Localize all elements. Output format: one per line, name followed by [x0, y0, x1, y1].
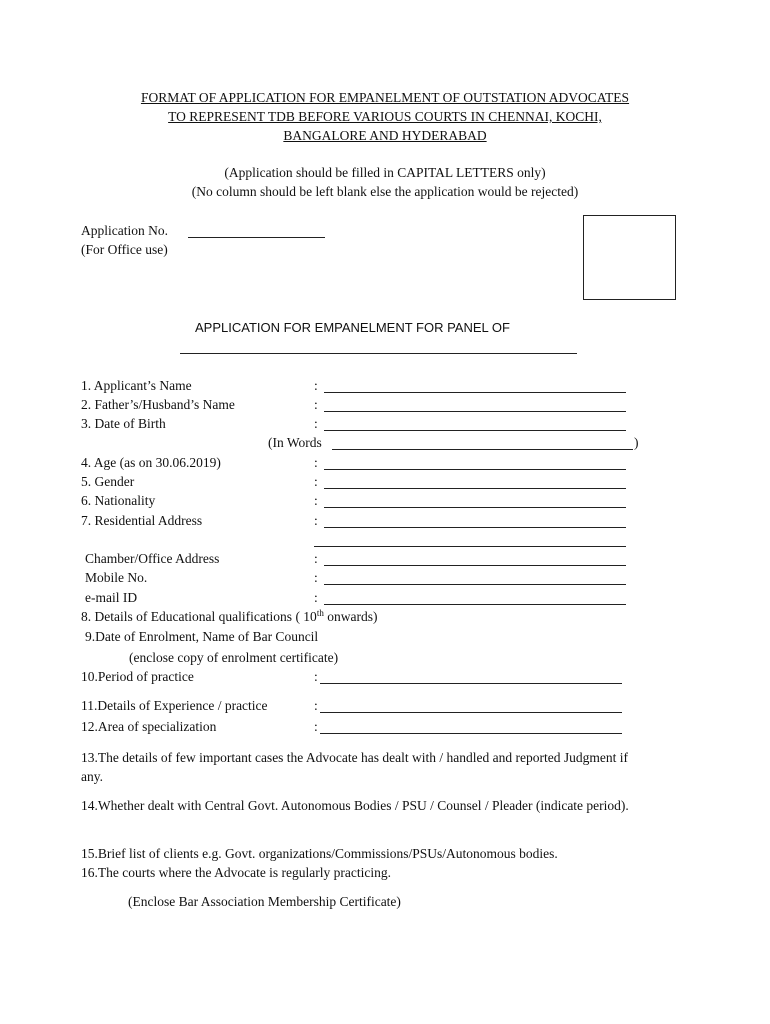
- bar-membership-note: (Enclose Bar Association Membership Certificate): [128, 894, 401, 909]
- colon: :: [314, 513, 318, 528]
- application-no-label: Application No.: [81, 223, 168, 238]
- nationality-field[interactable]: [324, 507, 626, 508]
- area-of-specialization-field[interactable]: [320, 733, 622, 734]
- colon: :: [314, 455, 318, 470]
- mobile-no-label: Mobile No.: [85, 570, 148, 585]
- date-of-birth-field[interactable]: [324, 430, 626, 431]
- applicant-name-label: 1. Applicant’s Name: [81, 378, 192, 393]
- age-field[interactable]: [324, 469, 626, 470]
- date-of-birth-label: 3. Date of Birth: [81, 416, 166, 431]
- title-line-3: BANGALORE AND HYDERABAD: [283, 128, 487, 143]
- clients-list-text: 15.Brief list of clients e.g. Govt. organizations/Commissions/PSUs/Autonomous bodies.: [81, 846, 558, 861]
- residential-address-field-line-2[interactable]: [314, 546, 626, 547]
- in-words-label: (In Words: [268, 435, 322, 450]
- gender-field[interactable]: [324, 488, 626, 489]
- enrolment-note: (enclose copy of enrolment certificate): [129, 650, 339, 665]
- experience-field[interactable]: [320, 712, 622, 713]
- colon: :: [314, 416, 318, 431]
- colon: :: [314, 719, 318, 734]
- colon: :: [314, 378, 318, 393]
- period-of-practice-label: 10.Period of practice: [81, 669, 194, 684]
- email-id-label: e-mail ID: [85, 590, 138, 605]
- educational-qualifications-label: [81, 609, 377, 625]
- panel-of-field[interactable]: [180, 353, 577, 354]
- colon: :: [314, 570, 318, 585]
- title-line-1: FORMAT OF APPLICATION FOR EMPANELMENT OF OUTSTATION ADVOCATES: [140, 90, 630, 105]
- no-blank-note: (No column should be left blank else the application would be rejected): [191, 184, 579, 199]
- educational-qualifications-suffix: onwards): [323, 609, 378, 624]
- capital-letters-note: (Application should be filled in CAPITAL LETTERS only): [224, 165, 546, 180]
- colon: :: [314, 474, 318, 489]
- educational-qualifications-text: 8. Details of Educational qualifications ( 10: [81, 609, 317, 624]
- in-words-close: ): [634, 435, 639, 450]
- superscript-th: th: [316, 608, 324, 618]
- area-of-specialization-label: 12.Area of specialization: [81, 719, 217, 734]
- father-husband-name-field[interactable]: [324, 411, 626, 412]
- enrolment-label: 9.Date of Enrolment, Name of Bar Council: [85, 629, 319, 644]
- colon: :: [314, 397, 318, 412]
- colon: :: [314, 669, 318, 684]
- father-husband-name-label: 2. Father’s/Husband’s Name: [81, 397, 235, 412]
- mobile-no-field[interactable]: [324, 584, 626, 585]
- central-govt-dealings-text: 14.Whether dealt with Central Govt. Autonomous Bodies / PSU / Counsel / Pleader (indicate period).: [81, 798, 629, 813]
- gender-label: 5. Gender: [81, 474, 135, 489]
- title-line-2: TO REPRESENT TDB BEFORE VARIOUS COURTS IN CHENNAI, KOCHI,: [168, 109, 602, 124]
- application-no-field[interactable]: [188, 237, 325, 238]
- age-label: 4. Age (as on 30.06.2019): [81, 455, 221, 470]
- nationality-label: 6. Nationality: [81, 493, 156, 508]
- chamber-office-address-label: Chamber/Office Address: [85, 551, 220, 566]
- residential-address-field[interactable]: [324, 527, 626, 528]
- email-id-field[interactable]: [324, 604, 626, 605]
- important-cases-text: 13.The details of few important cases the Advocate has dealt with / handled and reported Judgment if any.: [81, 750, 628, 784]
- form-title: [0, 88, 770, 145]
- colon: :: [314, 590, 318, 605]
- applicant-name-field[interactable]: [324, 392, 626, 393]
- colon: :: [314, 493, 318, 508]
- panel-heading: APPLICATION FOR EMPANELMENT FOR PANEL OF: [195, 320, 510, 335]
- colon: :: [314, 551, 318, 566]
- experience-label: 11.Details of Experience / practice: [81, 698, 268, 713]
- office-use-label: (For Office use): [81, 242, 168, 257]
- period-of-practice-field[interactable]: [320, 683, 622, 684]
- dob-in-words-field[interactable]: [332, 449, 633, 450]
- residential-address-label: 7. Residential Address: [81, 513, 203, 528]
- photo-box[interactable]: [583, 215, 676, 300]
- courts-practicing-text: 16.The courts where the Advocate is regularly practicing.: [81, 865, 392, 880]
- colon: :: [314, 698, 318, 713]
- chamber-office-address-field[interactable]: [324, 565, 626, 566]
